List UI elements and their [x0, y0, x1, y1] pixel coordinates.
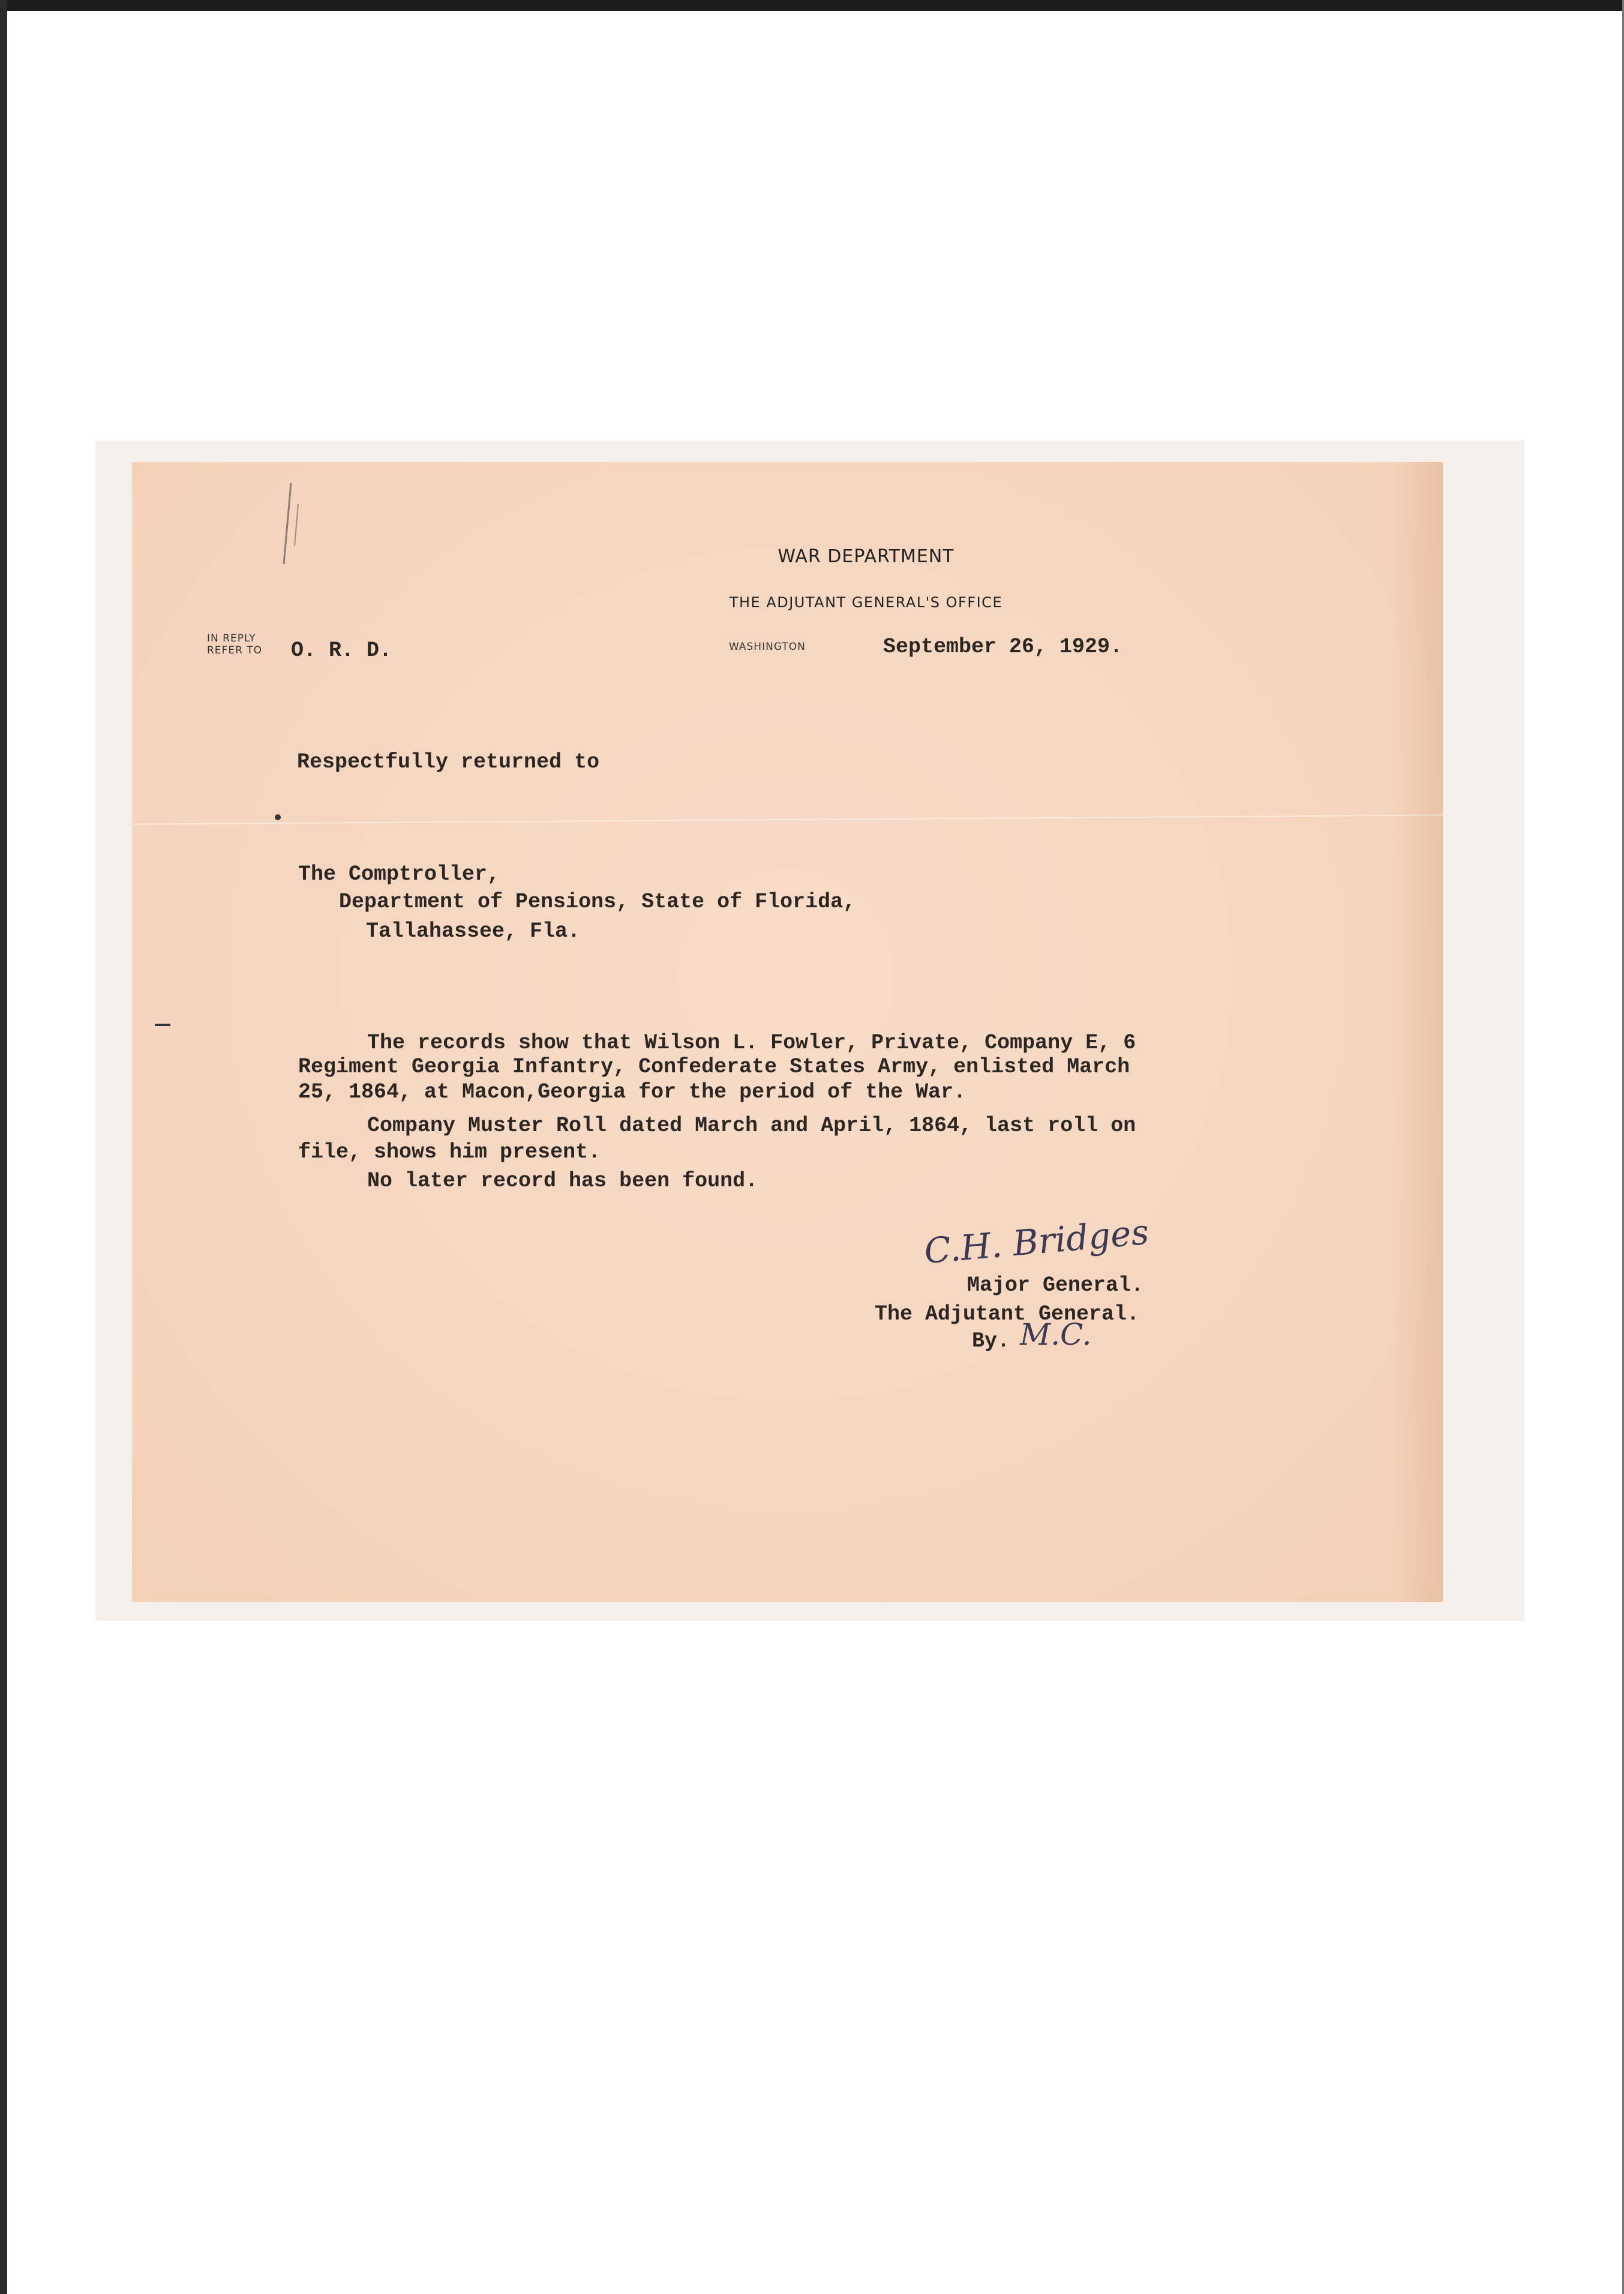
addressee-line: Tallahassee, Fla. — [366, 919, 581, 943]
letter-date: September 26, 1929. — [883, 635, 1123, 659]
scan-top-edge — [0, 0, 1624, 11]
addressee-line: The Comptroller, — [298, 862, 500, 886]
office-title: THE ADJUTANT GENERAL'S OFFICE — [729, 594, 1003, 611]
body-line: file, shows him present. — [298, 1140, 601, 1164]
addressee-line: Department of Pensions, State of Florida, — [339, 890, 856, 914]
signature-title: The Adjutant General. — [875, 1302, 1140, 1326]
body-line: Regiment Georgia Infantry, Confederate States Army, enlisted March — [298, 1055, 1130, 1079]
body-line: The records show that Wilson L. Fowler, Private, Company E, 6 — [367, 1031, 1136, 1055]
signature-by: By. — [972, 1329, 1010, 1353]
scan-left-edge — [0, 0, 7, 2294]
salutation: Respectfully returned to — [297, 750, 600, 774]
body-line: Company Muster Roll dated March and April, 1864, last roll on — [367, 1114, 1136, 1138]
bullet-dot — [275, 814, 281, 820]
margin-dash — [155, 1024, 170, 1026]
reply-label: IN REPLY REFER TO — [207, 632, 263, 656]
department-title: WAR DEPARTMENT — [778, 546, 954, 567]
reference-code: O. R. D. — [291, 638, 392, 662]
handwritten-signature: C.H. Bridges — [922, 1211, 1151, 1272]
city-label: WASHINGTON — [729, 641, 806, 653]
body-line: No later record has been found. — [367, 1169, 758, 1193]
signature-rank: Major General. — [967, 1273, 1144, 1297]
handwritten-initials: M.C. — [1020, 1317, 1092, 1352]
body-line: 25, 1864, at Macon,Georgia for the period of the War. — [298, 1080, 966, 1104]
